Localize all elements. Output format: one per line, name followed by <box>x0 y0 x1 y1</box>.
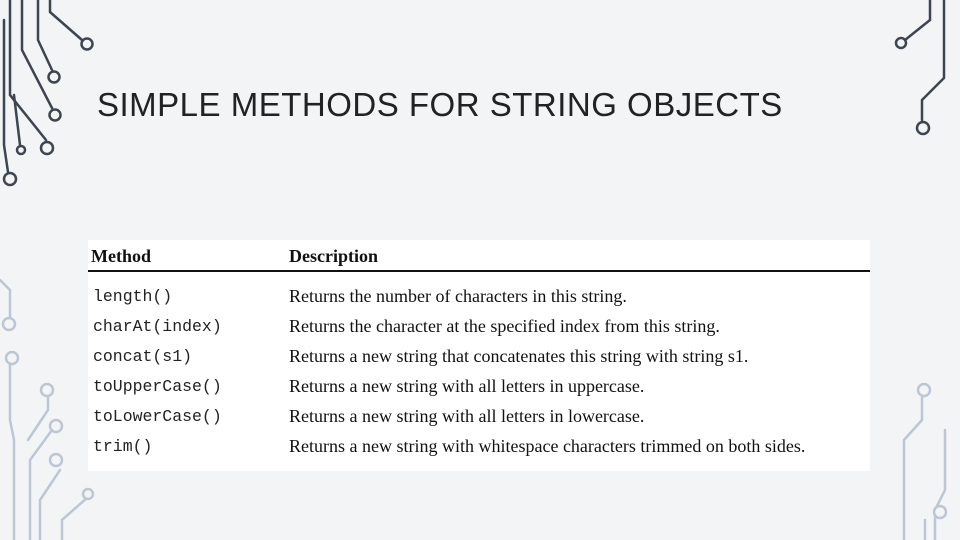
table-header <box>88 242 870 272</box>
table-row <box>88 281 870 311</box>
table-row <box>88 401 870 431</box>
method-name: length() <box>93 286 173 306</box>
method-name: concat(s1) <box>93 346 193 366</box>
method-description: Returns a new string that concatenates this string with string s1. <box>289 345 749 366</box>
method-description: Returns the number of characters in this string. <box>289 285 627 306</box>
method-name: toLowerCase() <box>93 406 222 426</box>
string-methods-table <box>88 240 870 471</box>
table-row <box>88 371 870 401</box>
method-description: Returns a new string with whitespace characters trimmed on both sides. <box>289 435 806 456</box>
method-description: Returns a new string with all letters in lowercase. <box>289 405 645 426</box>
table-row <box>88 341 870 371</box>
method-name: toUpperCase() <box>93 376 222 396</box>
table-row <box>88 431 870 461</box>
method-name: trim() <box>93 436 153 456</box>
method-description: Returns a new string with all letters in uppercase. <box>289 375 645 396</box>
method-column-header: Method <box>91 245 151 266</box>
method-name: charAt(index) <box>93 316 222 336</box>
method-description: Returns the character at the specified index from this string. <box>289 315 720 336</box>
slide-title: SIMPLE METHODS FOR STRING OBJECTS <box>97 86 783 123</box>
description-column-header: Description <box>289 245 378 266</box>
table-body <box>88 272 870 471</box>
table-row <box>88 311 870 341</box>
